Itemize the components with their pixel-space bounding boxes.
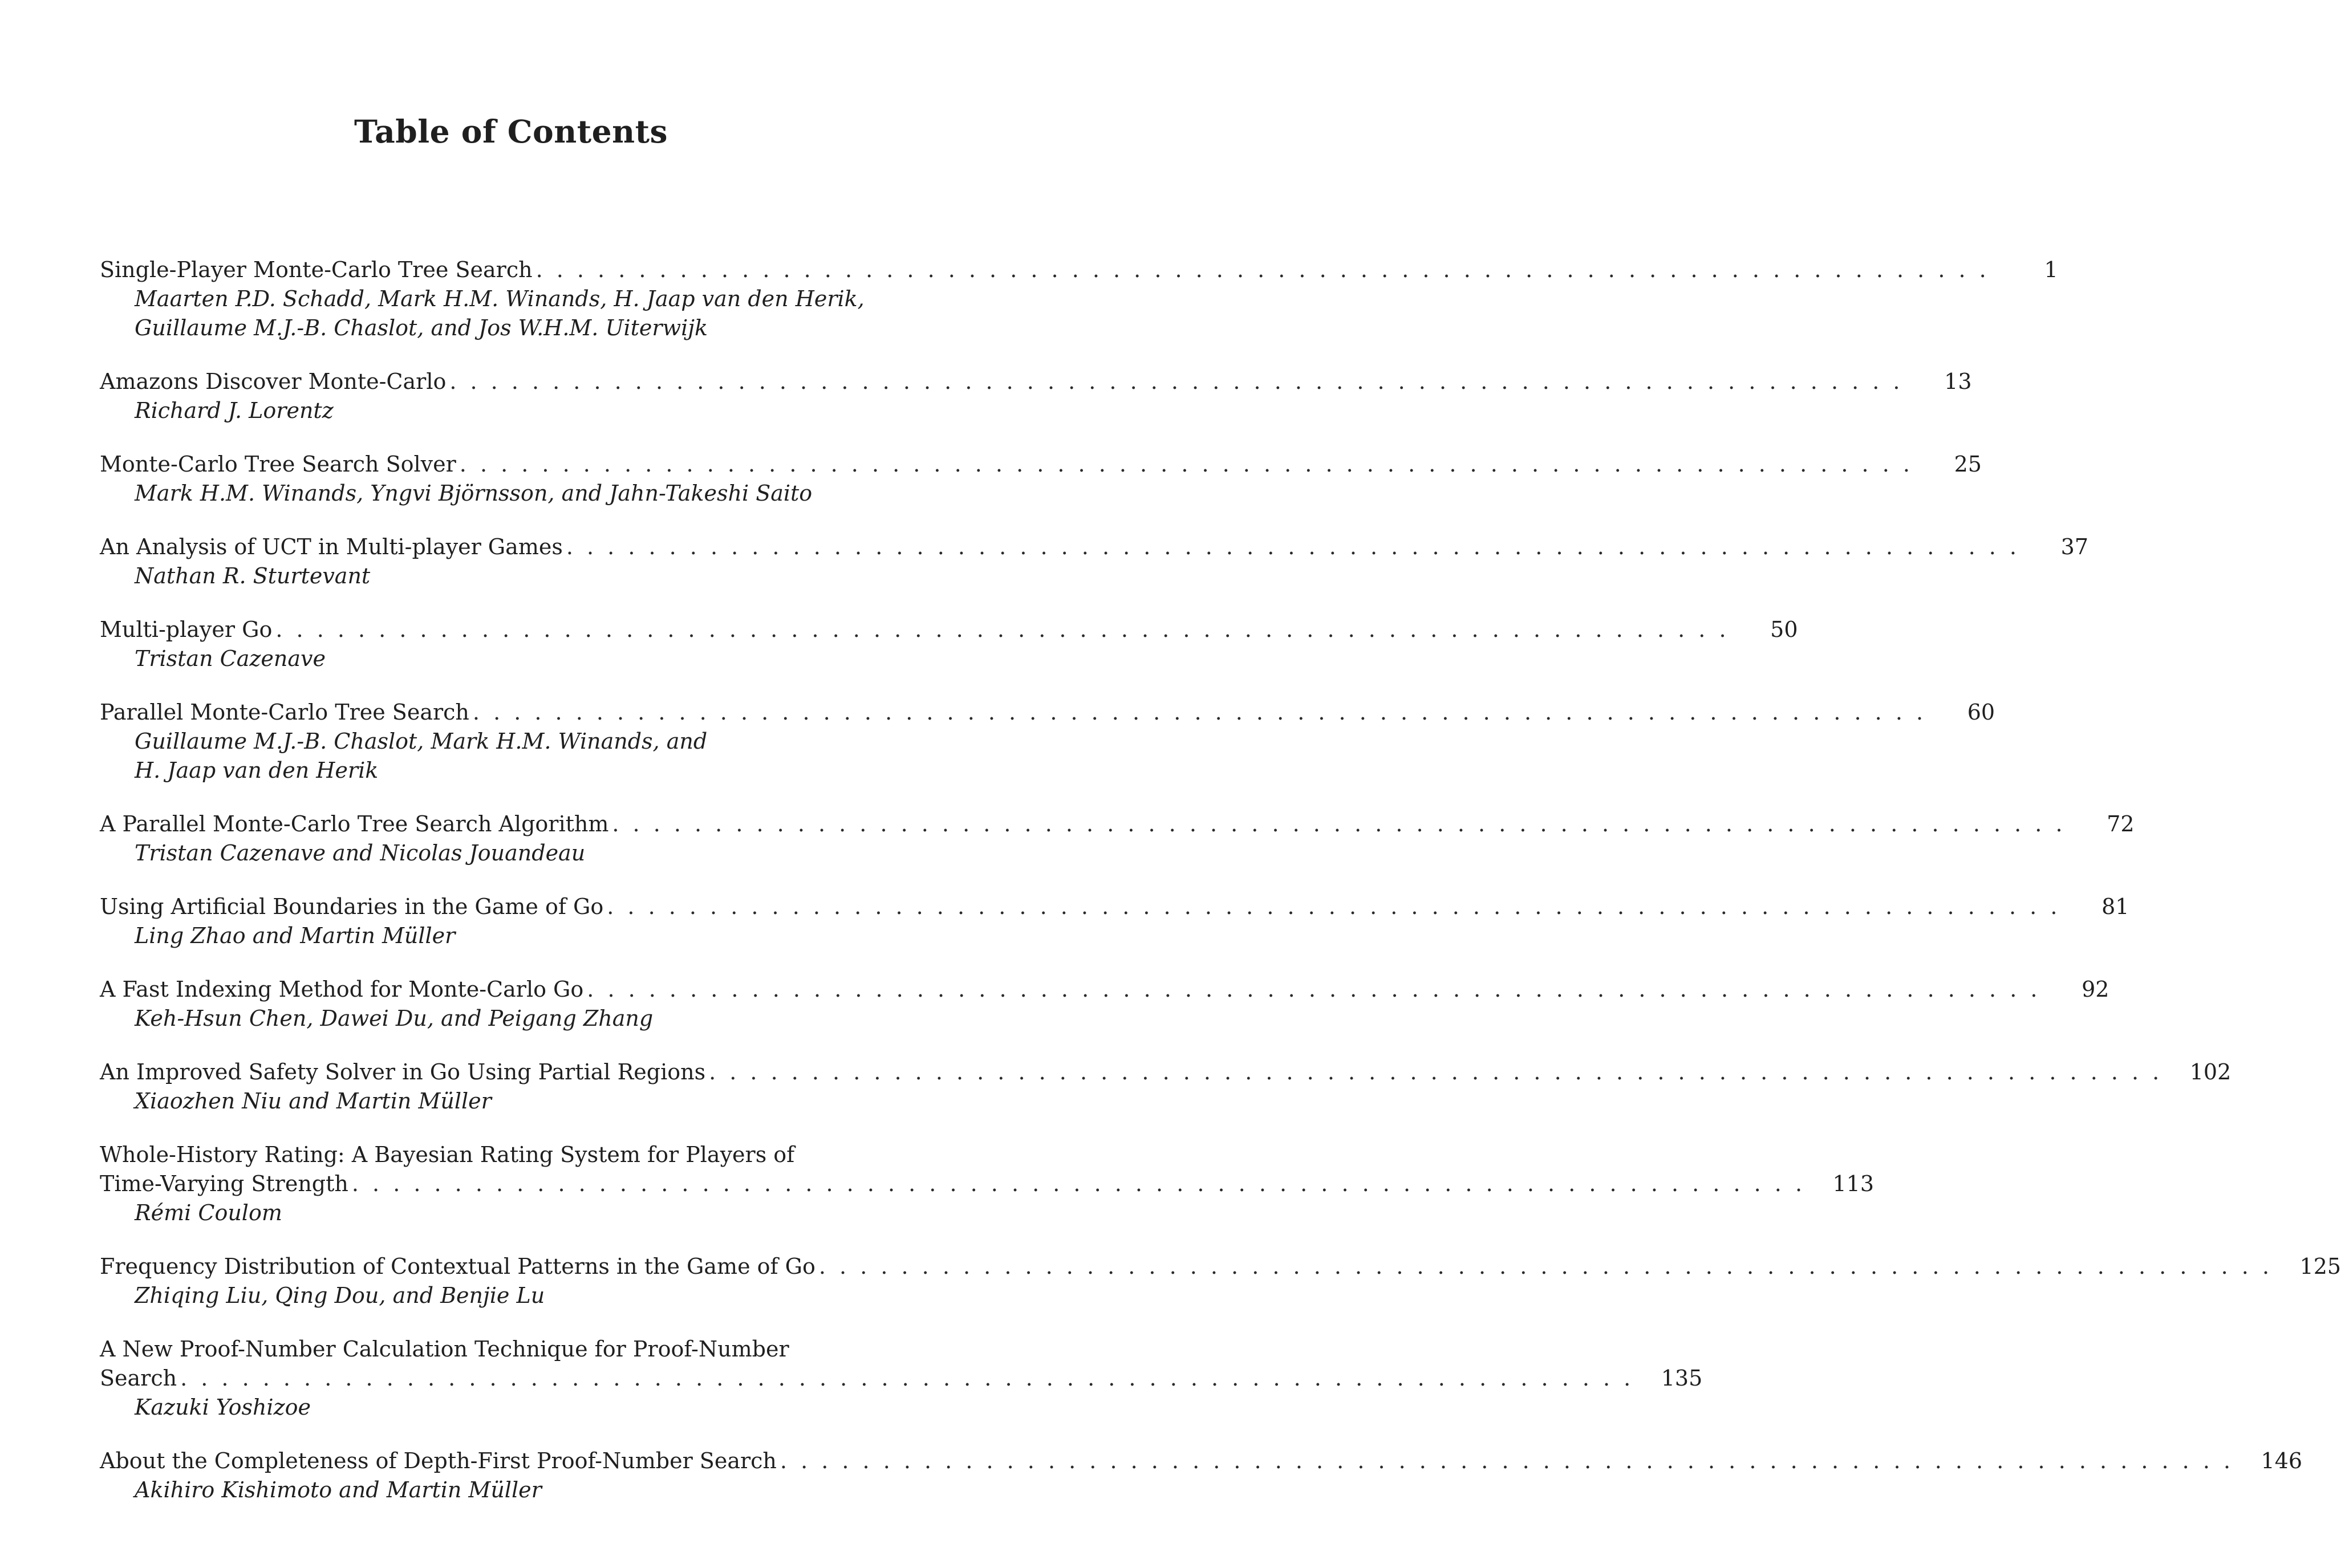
toc-page-number[interactable]: 92 (2082, 977, 2109, 1002)
toc-entry-authors: Ling Zhao and Martin Müller (135, 923, 456, 948)
toc-entry (100, 367, 1972, 425)
toc-page-number[interactable]: 113 (1832, 1171, 1875, 1196)
toc-entry (100, 975, 2109, 1033)
dot-leader: . . . . . . . . . . . . . . . . . . . . . . . . . . . . . . . . . . . . . . . . . . . . . . . . . . . . . . . . . . . . . . . . . . . . . . . (535, 257, 1990, 282)
dot-leader: . . . . . . . . . . . . . . . . . . . . . . . . . . . . . . . . . . . . . . . . . . . . . . . . . . . . . . . . . . . . . . . . . . . . . . . (351, 1171, 1806, 1196)
toc-page-number[interactable]: 72 (2107, 811, 2135, 836)
toc-page-number[interactable]: 50 (1770, 617, 1798, 642)
toc-entry-title[interactable]: Frequency Distribution of Contextual Patterns in the Game of Go (100, 1254, 816, 1279)
toc-entry (100, 1058, 2232, 1116)
toc-entry-line (100, 533, 2088, 562)
dot-leader: . . . . . . . . . . . . . . . . . . . . . . . . . . . . . . . . . . . . . . . . . . . . . . . . . . . . . . . . . . . . . . . . . . . . . . . (780, 1448, 2234, 1473)
toc-entry-line (100, 1252, 2341, 1281)
toc-entry-title-line1[interactable]: A New Proof-Number Calculation Technique for Proof-Number (100, 1337, 789, 1362)
toc-entry (100, 1140, 1875, 1228)
dot-leader: . . . . . . . . . . . . . . . . . . . . . . . . . . . . . . . . . . . . . . . . . . . . . . . . . . . . . . . . . . . . . . . . . . . . . . . (472, 700, 1927, 725)
toc-entry-line (100, 975, 2109, 1004)
toc-entry-title[interactable]: Parallel Monte-Carlo Tree Search (100, 700, 469, 725)
toc-entry-line (100, 615, 1798, 644)
dot-leader: . . . . . . . . . . . . . . . . . . . . . . . . . . . . . . . . . . . . . . . . . . . . . . . . . . . . . . . . . . . . . . . . . . . . . . . (180, 1366, 1634, 1391)
toc-entry-authors: Guillaume M.J.-B. Chaslot, and Jos W.H.M. Uiterwijk (135, 315, 708, 340)
toc-entry-authors: Nathan R. Sturtevant (135, 563, 371, 588)
toc-entry-title[interactable]: About the Completeness of Depth-First Proof-Number Search (100, 1448, 777, 1473)
toc-page-number[interactable]: 146 (2261, 1448, 2303, 1473)
toc-entry-title[interactable]: An Improved Safety Solver in Go Using Partial Regions (100, 1059, 706, 1084)
toc-entry (100, 533, 2088, 591)
toc-entry-authors: H. Jaap van den Herik (135, 758, 379, 783)
dot-leader: . . . . . . . . . . . . . . . . . . . . . . . . . . . . . . . . . . . . . . . . . . . . . . . . . . . . . . . . . . . . . . . . . . . . . . . (612, 811, 2066, 836)
toc-entry (100, 255, 2058, 343)
toc-entry (100, 615, 1798, 673)
toc-entry-title[interactable]: Multi-player Go (100, 617, 273, 642)
toc-page-number[interactable]: 1 (2044, 257, 2058, 282)
toc-entry (100, 698, 1995, 785)
toc-entry-title[interactable]: Amazons Discover Monte-Carlo (100, 369, 447, 394)
toc-page-number[interactable]: 60 (1967, 700, 1995, 725)
toc-entry-line (100, 255, 2058, 285)
toc-entry-line (100, 1447, 2303, 1476)
toc-entry-authors: Keh-Hsun Chen, Dawei Du, and Peigang Zhang (135, 1006, 654, 1031)
toc-entry-title[interactable]: Single-Player Monte-Carlo Tree Search (100, 257, 533, 282)
toc-entry (100, 450, 1982, 508)
toc-entry-title[interactable]: A Fast Indexing Method for Monte-Carlo Go (100, 977, 584, 1002)
toc-entry-authors: Zhiqing Liu, Qing Dou, and Benjie Lu (135, 1283, 545, 1308)
toc-entry-authors: Richard J. Lorentz (135, 398, 334, 423)
dot-leader: . . . . . . . . . . . . . . . . . . . . . . . . . . . . . . . . . . . . . . . . . . . . . . . . . . . . . . . . . . . . . . . . . . . . . . . (275, 617, 1730, 642)
toc-entry-line (100, 698, 1995, 727)
toc-entry (100, 1447, 2303, 1505)
toc-entry-title[interactable]: Using Artificial Boundaries in the Game of Go (100, 894, 604, 919)
toc-page-number[interactable]: 37 (2060, 534, 2088, 559)
toc-entry-authors: Guillaume M.J.-B. Chaslot, Mark H.M. Winands, and (135, 729, 708, 754)
toc-entry-line (100, 367, 1972, 396)
toc-entry-line (100, 810, 2135, 839)
dot-leader: . . . . . . . . . . . . . . . . . . . . . . . . . . . . . . . . . . . . . . . . . . . . . . . . . . . . . . . . . . . . . . . . . . . . . . . (459, 452, 1913, 477)
page-title: Table of Contents (354, 113, 668, 150)
table-of-contents (100, 255, 2341, 1529)
toc-entry-title[interactable]: Search (100, 1366, 177, 1391)
toc-entry (100, 1252, 2341, 1310)
toc-page-number[interactable]: 135 (1661, 1366, 1703, 1391)
toc-page-number[interactable]: 102 (2189, 1059, 2232, 1084)
toc-entry-line (100, 1169, 1875, 1199)
toc-entry-title[interactable]: A Parallel Monte-Carlo Tree Search Algorithm (100, 811, 609, 836)
toc-entry-title[interactable]: Time-Varying Strength (100, 1171, 348, 1196)
toc-entry-line (100, 1364, 1703, 1393)
toc-entry-title[interactable]: An Analysis of UCT in Multi-player Games (100, 534, 563, 559)
toc-entry-title-line1[interactable]: Whole-History Rating: A Bayesian Rating System for Players of (100, 1142, 795, 1167)
toc-entry-authors: Tristan Cazenave and Nicolas Jouandeau (135, 840, 586, 866)
dot-leader: . . . . . . . . . . . . . . . . . . . . . . . . . . . . . . . . . . . . . . . . . . . . . . . . . . . . . . . . . . . . . . . . . . . . . . . (607, 894, 2061, 919)
dot-leader: . . . . . . . . . . . . . . . . . . . . . . . . . . . . . . . . . . . . . . . . . . . . . . . . . . . . . . . . . . . . . . . . . . . . . . . (449, 369, 1904, 394)
toc-entry-authors: Rémi Coulom (135, 1200, 282, 1225)
toc-entry (100, 892, 2129, 950)
toc-entry (100, 810, 2135, 868)
dot-leader: . . . . . . . . . . . . . . . . . . . . . . . . . . . . . . . . . . . . . . . . . . . . . . . . . . . . . . . . . . . . . . . . . . . . . . . (566, 534, 2020, 559)
toc-entry-authors: Xiaozhen Niu and Martin Müller (135, 1088, 492, 1114)
dot-leader: . . . . . . . . . . . . . . . . . . . . . . . . . . . . . . . . . . . . . . . . . . . . . . . . . . . . . . . . . . . . . . . . . . . . . . . (818, 1254, 2273, 1279)
toc-entry-line (100, 1058, 2232, 1087)
toc-entry-line (100, 892, 2129, 921)
toc-entry-authors: Maarten P.D. Schadd, Mark H.M. Winands, H. Jaap van den Herik, (135, 286, 865, 311)
toc-entry-line (100, 450, 1982, 479)
toc-entry (100, 1335, 1703, 1422)
toc-entry-authors: Akihiro Kishimoto and Martin Müller (135, 1477, 542, 1502)
toc-page-number[interactable]: 81 (2101, 894, 2129, 919)
toc-entry-authors: Tristan Cazenave (135, 646, 326, 671)
toc-page-number[interactable]: 25 (1954, 452, 1982, 477)
toc-entry-authors: Kazuki Yoshizoe (135, 1395, 311, 1420)
dot-leader: . . . . . . . . . . . . . . . . . . . . . . . . . . . . . . . . . . . . . . . . . . . . . . . . . . . . . . . . . . . . . . . . . . . . . . . (587, 977, 2041, 1002)
toc-page-number[interactable]: 13 (1944, 369, 1972, 394)
dot-leader: . . . . . . . . . . . . . . . . . . . . . . . . . . . . . . . . . . . . . . . . . . . . . . . . . . . . . . . . . . . . . . . . . . . . . . . (709, 1059, 2163, 1084)
toc-entry-title[interactable]: Monte-Carlo Tree Search Solver (100, 452, 456, 477)
toc-page-number[interactable]: 125 (2299, 1254, 2341, 1279)
toc-entry-authors: Mark H.M. Winands, Yngvi Björnsson, and Jahn-Takeshi Saito (135, 481, 813, 506)
